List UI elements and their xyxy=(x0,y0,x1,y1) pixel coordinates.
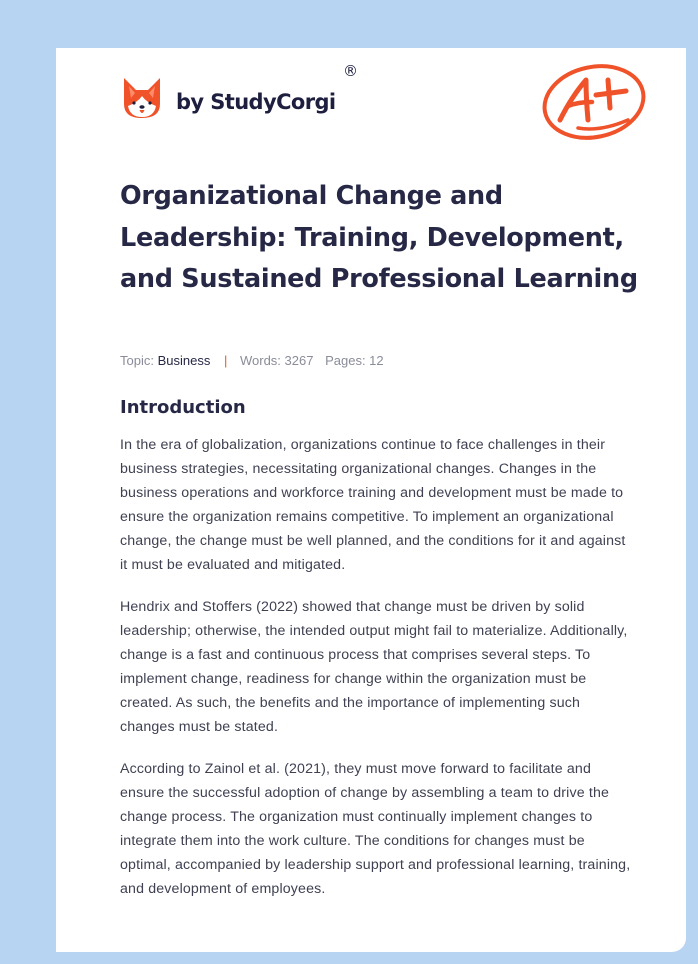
studycorgi-logo-link[interactable] xyxy=(122,76,336,120)
word-count: Words: 3267 xyxy=(239,353,314,368)
topic-link[interactable]: Business xyxy=(157,353,211,368)
logo-text: by StudyCorgi xyxy=(176,90,336,114)
paragraph: Hendrix and Stoffers (2022) showed that change must be driven by solid leadership; otherwise, the intended output might fail to materialize. Additionally, change is a fast and continuous process that comprises several steps. To implement change, readiness for change within the organization must be created. As such, the benefits and the importance of implementing such changes must be stated. xyxy=(120,599,628,735)
topic-label: Topic: xyxy=(120,353,154,368)
header xyxy=(56,48,686,158)
section-heading-introduction: Introduction xyxy=(120,397,246,418)
document-title: Organizational Change and Leadership: Training, Development, and Sustained Professional Learning xyxy=(120,181,638,294)
page-count: Pages: 12 xyxy=(325,353,384,368)
paragraph: According to Zainol et al. (2021), they must move forward to facilitate and ensure the successful adoption of change by assembling a team to drive the change process. The organization must continually implement changes to integrate them into the work culture. The conditions for changes must be optimal, accompanied by leadership support and professional learning, training, and development of employees. xyxy=(120,761,631,897)
meta-separator: | xyxy=(223,353,228,368)
corgi-icon xyxy=(122,76,162,120)
a-plus-grade-icon xyxy=(538,58,650,151)
document-card xyxy=(56,48,686,952)
paragraph: In the era of globalization, organizations continue to face challenges in their business strategies, necessitating organizational changes. Changes in the business operations and workforce training and development must be made to ensure the organization remains competitive. To implement an organizational change, the change must be well planned, and the conditions for it and against it must be evaluated and mitigated. xyxy=(120,437,626,573)
registered-mark: ® xyxy=(343,62,358,80)
document-meta xyxy=(120,353,384,368)
